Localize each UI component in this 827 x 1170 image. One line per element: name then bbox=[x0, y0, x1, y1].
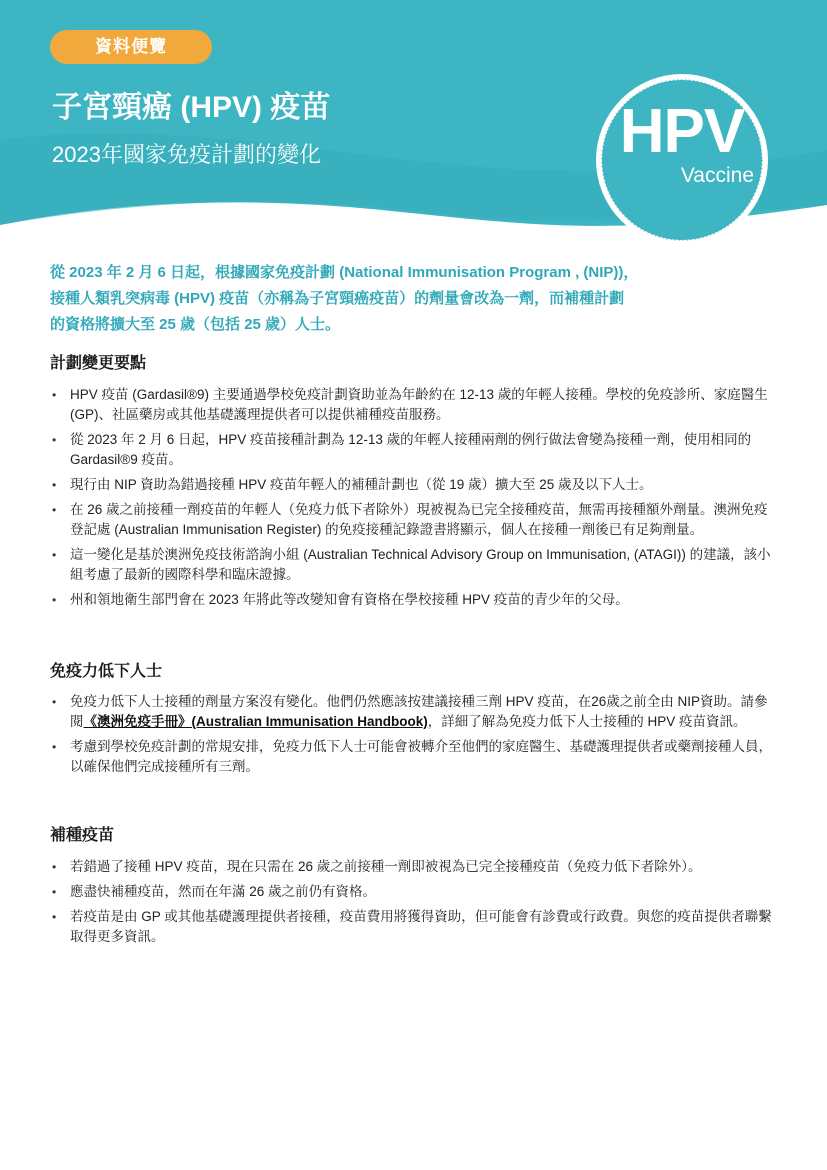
section-heading-changes: 計劃變更要點 bbox=[50, 355, 147, 372]
list-item: • 考慮到學校免疫計劃的常規安排，免疫力低下人士可能會被轉介至他們的家庭醫生、基礎護理提供者或藥劑接種人員，以確保他們完成接種所有三劑。 bbox=[50, 737, 775, 777]
section-heading-immunocompromised: 免疫力低下人士 bbox=[50, 663, 163, 680]
list-item: • 州和領地衛生部門會在 2023 年將此等改變知會有資格在學校接種 HPV 疫苗的青少年的父母。 bbox=[50, 590, 775, 610]
intro-line: 從 2023 年 2 月 6 日起，根據國家免疫計劃 (National Immunisation Program , (NIP))， bbox=[50, 264, 639, 281]
hpv-logo-text bbox=[590, 72, 774, 248]
list-item: • 在 26 歲之前接種一劑疫苗的年輕人（免疫力低下者除外）現被視為已完全接種疫苗，無需再接種額外劑量。澳洲免疫登記處 (Australian Immunisation Register) 的免疫接種記錄證書將顯示，個人在接種一劑後已有足夠劑量。 bbox=[50, 500, 775, 540]
list-item: • 現行由 NIP 資助為錯過接種 HPV 疫苗年輕人的補種計劃也（從 19 歲）擴大至 25 歲及以下人士。 bbox=[50, 475, 775, 495]
list-item: • 從 2023 年 2 月 6 日起，HPV 疫苗接種計劃為 12-13 歲的年輕人接種兩劑的例行做法會變為接種一劑，使用相同的 Gardasil®9 疫苗。 bbox=[50, 430, 775, 470]
catchup-list bbox=[50, 857, 775, 952]
logo-vaccine-label: Vaccine bbox=[680, 164, 754, 187]
list-item: • 應盡快補種疫苗，然而在年滿 26 歲之前仍有資格。 bbox=[50, 882, 775, 902]
section-heading-catchup: 補種疫苗 bbox=[50, 827, 115, 844]
list-item: • 若疫苗是由 GP 或其他基礎護理提供者接種，疫苗費用將獲得資助，但可能會有診費或行政費。與您的疫苗提供者聯繫取得更多資訊。 bbox=[50, 907, 775, 947]
list-item-text: ，詳細了解為免疫力低下人士接種的 HPV 疫苗資訊。 bbox=[427, 714, 747, 729]
page-subtitle: 2023年國家免疫計劃的變化 bbox=[52, 142, 321, 167]
logo-hpv-label: HPV bbox=[619, 97, 745, 166]
list-item: • 若錯過了接種 HPV 疫苗，現在只需在 26 歲之前接種一劑即被視為已完全接種疫苗（免疫力低下者除外）。 bbox=[50, 857, 775, 877]
immunocompromised-list bbox=[50, 692, 775, 782]
intro-line: 接種人類乳突病毒 (HPV) 疫苗（亦稱為子宮頸癌疫苗）的劑量會改為一劑，而補種計劃 bbox=[50, 290, 625, 307]
changes-list bbox=[50, 385, 775, 615]
page-title: 子宮頸癌 (HPV) 疫苗 bbox=[52, 91, 331, 124]
intro-line: 的資格將擴大至 25 歲（包括 25 歲）人士。 bbox=[50, 316, 341, 333]
list-item bbox=[50, 692, 775, 732]
immunisation-handbook-link[interactable]: 《澳洲免疫手冊》(Australian Immunisation Handbook) bbox=[83, 714, 428, 729]
fact-sheet-tag: 資料便覽 bbox=[50, 30, 212, 64]
list-item-text: 免疫力低下人士接種的劑量方案沒有變化。他們仍然應該按建議接種三劑 HPV 疫苗，在26歲之前全由 NIP資助。請參閱 bbox=[70, 694, 768, 729]
intro-paragraph bbox=[50, 260, 770, 338]
list-item: • HPV 疫苗 (Gardasil®9) 主要通過學校免疫計劃資助並為年齡約在 12-13 歲的年輕人接種。學校的免疫診所、家庭醫生 (GP)、社區藥房或其他基礎護理提供者可以提供補種疫苗服務。 bbox=[50, 385, 775, 425]
list-item: • 這一變化是基於澳洲免疫技術諮詢小組 (Australian Technical Advisory Group on Immunisation, (ATAGI)) 的建議，該小組考慮了最新的國際科學和臨床證據。 bbox=[50, 545, 775, 585]
